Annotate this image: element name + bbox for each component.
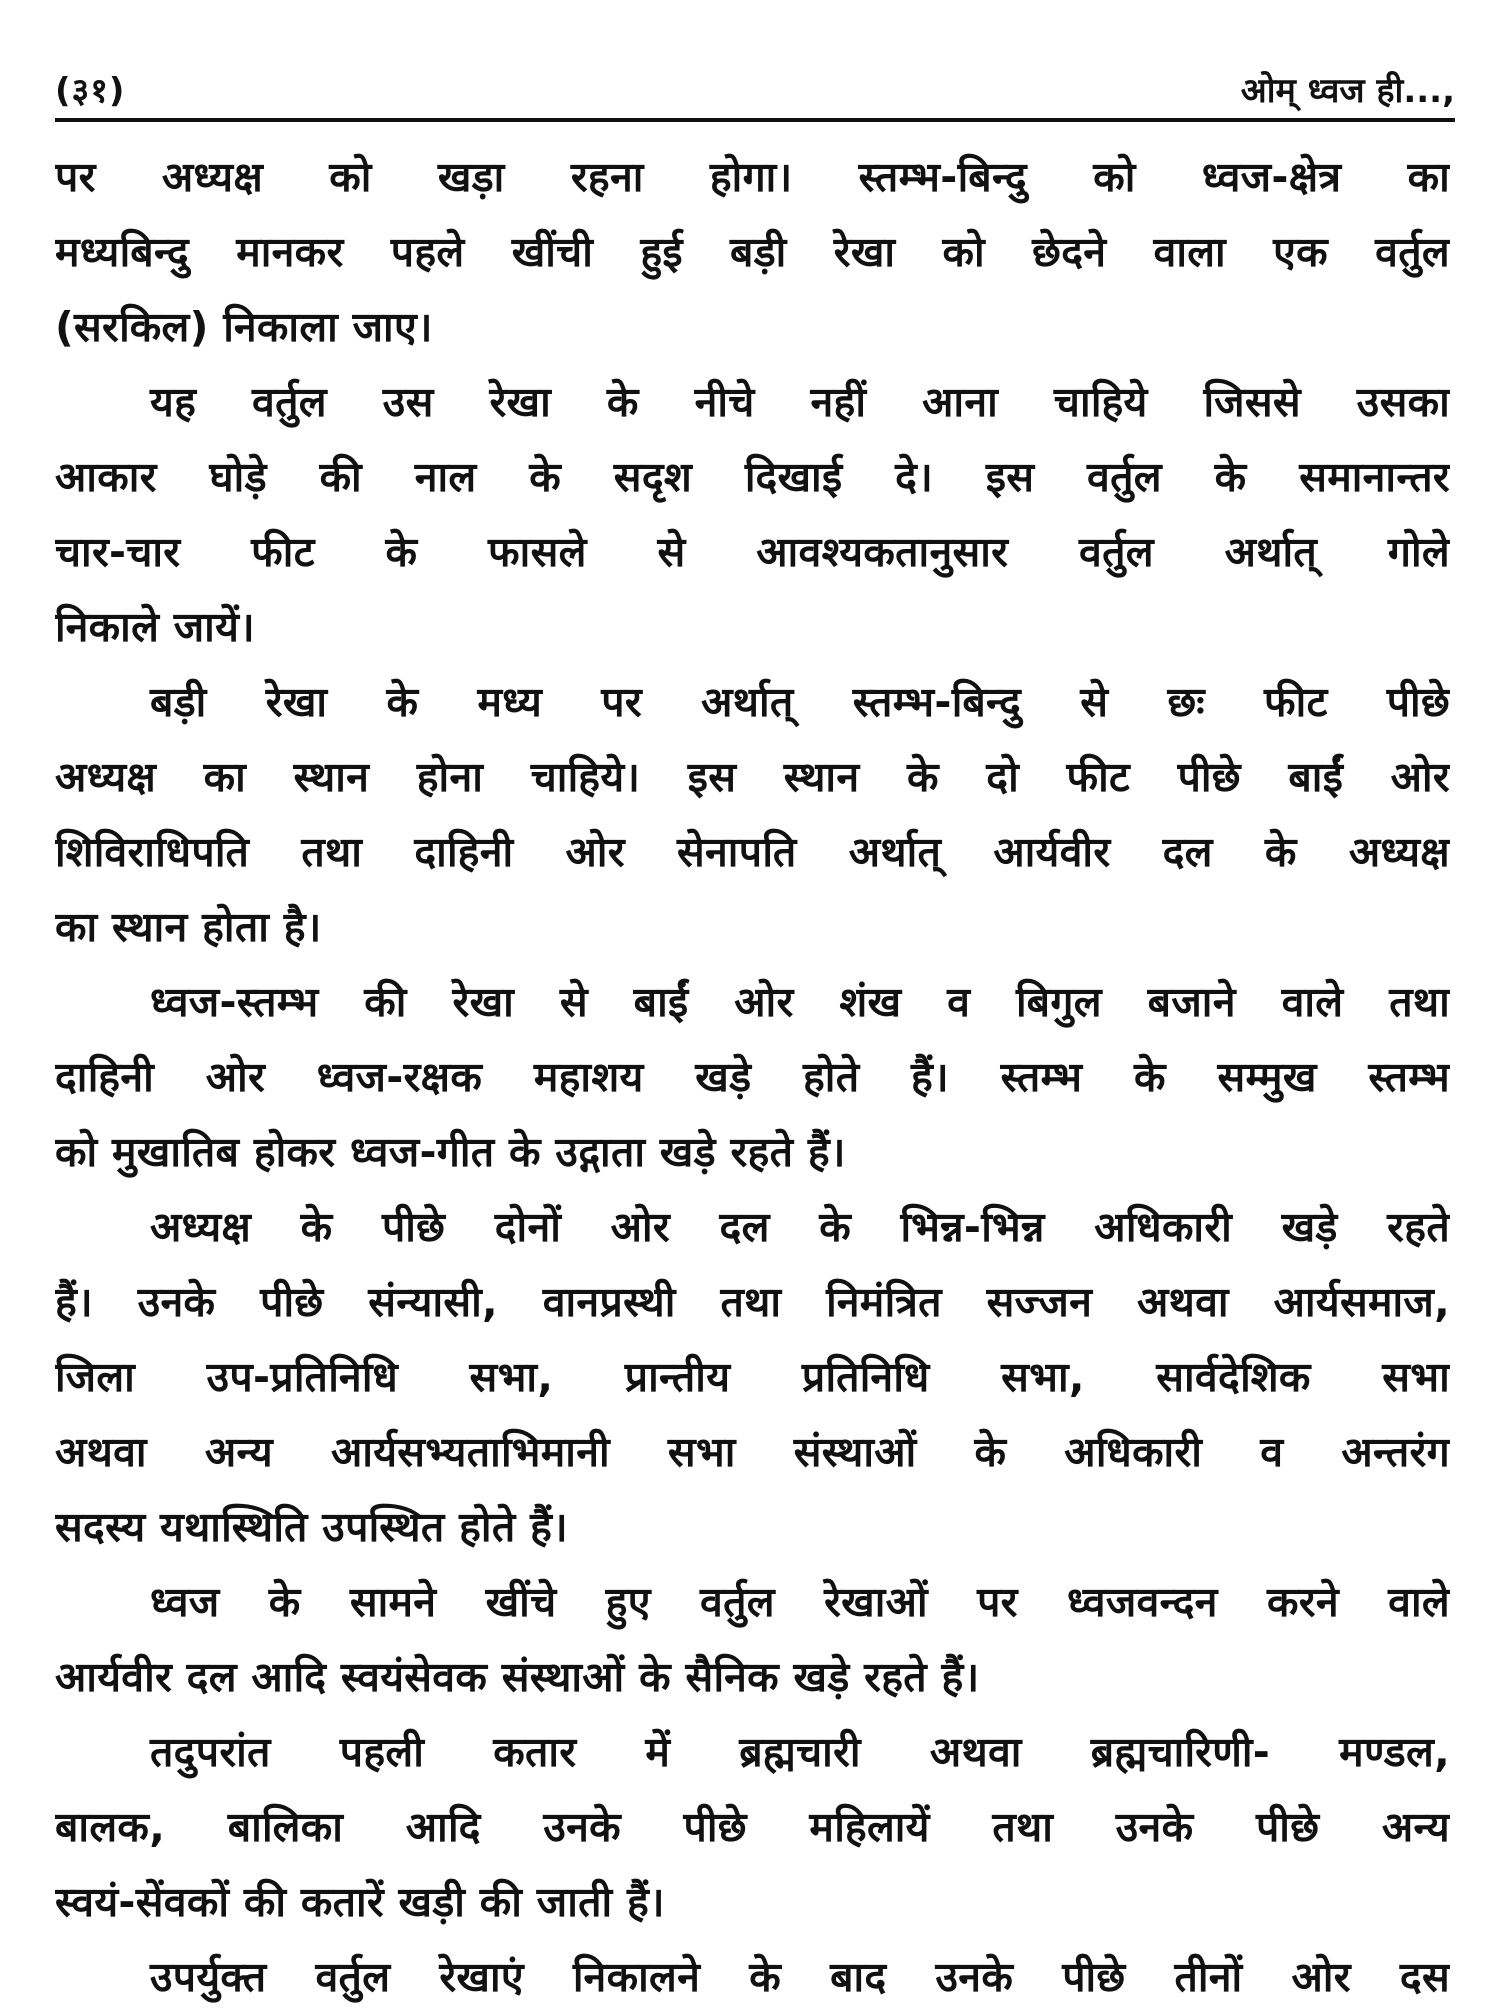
body-text bbox=[55, 140, 1450, 2015]
text-line: पर अध्यक्ष को खड़ा रहना होगा। स्तम्भ-बिन्दु को ध्वज-क्षेत्र का bbox=[55, 153, 1450, 201]
text-line: निकाले जायें। bbox=[55, 603, 256, 651]
running-title: ओम् ध्वज ही..., bbox=[1240, 71, 1455, 111]
paragraph-start-line: तदुपरांत पहली कतार में ब्रह्मचारी अथवा ब्रह्मचारिणी- मण्डल, bbox=[150, 1728, 1450, 1776]
text-line: मध्यबिन्दु मानकर पहले खींची हुई बड़ी रेखा को छेदने वाला एक वर्तुल bbox=[55, 228, 1450, 276]
header-rule bbox=[55, 118, 1455, 122]
text-line: स्वयं-सेंवकों की कतारें खड़ी की जाती हैं। bbox=[55, 1878, 665, 1926]
paragraph-start-line: बड़ी रेखा के मध्य पर अर्थात् स्तम्भ-बिन्दु से छः फीट पीछे bbox=[150, 678, 1450, 726]
text-line: का स्थान होता है। bbox=[55, 903, 322, 951]
paragraph-start-line: ध्वज के सामने खींचे हुए वर्तुल रेखाओं पर ध्वजवन्दन करने वाले bbox=[150, 1578, 1450, 1626]
text-line: जिला उप-प्रतिनिधि सभा, प्रान्तीय प्रतिनिधि सभा, सार्वदेशिक सभा bbox=[55, 1353, 1450, 1401]
text-line: अध्यक्ष का स्थान होना चाहिये। इस स्थान के दो फीट पीछे बाईं ओर bbox=[55, 753, 1450, 801]
paragraph-start-line: उपर्युक्त वर्तुल रेखाएं निकालने के बाद उनके पीछे तीनों ओर दस bbox=[150, 1953, 1450, 2001]
text-line: बालक, बालिका आदि उनके पीछे महिलायें तथा उनके पीछे अन्य bbox=[55, 1803, 1450, 1851]
text-line: को मुखातिब होकर ध्वज-गीत के उद्गाता खड़े रहते हैं। bbox=[55, 1128, 846, 1176]
text-line: आर्यवीर दल आदि स्वयंसेवक संस्थाओं के सैनिक खड़े रहते हैं। bbox=[55, 1653, 980, 1701]
text-line: (सरकिल) निकाला जाए। bbox=[55, 303, 433, 351]
text-line: अथवा अन्य आर्यसभ्यताभिमानी सभा संस्थाओं के अधिकारी व अन्तरंग bbox=[55, 1428, 1450, 1476]
page-number: (३१) bbox=[55, 71, 126, 111]
text-line: आकार घोड़े की नाल के सदृश दिखाई दे। इस वर्तुल के समानान्तर bbox=[55, 453, 1450, 501]
text-line: चार-चार फीट के फासले से आवश्यकतानुसार वर्तुल अर्थात् गोले bbox=[55, 528, 1450, 576]
paragraph-start-line: ध्वज-स्तम्भ की रेखा से बाईं ओर शंख व बिगुल बजाने वाले तथा bbox=[150, 978, 1450, 1026]
text-line: शिविराधिपति तथा दाहिनी ओर सेनापति अर्थात् आर्यवीर दल के अध्यक्ष bbox=[55, 828, 1450, 876]
text-line: हैं। उनके पीछे संन्यासी, वानप्रस्थी तथा निमंत्रित सज्जन अथवा आर्यसमाज, bbox=[55, 1278, 1450, 1326]
paragraph-start-line: अध्यक्ष के पीछे दोनों ओर दल के भिन्न-भिन्न अधिकारी खड़े रहते bbox=[150, 1203, 1450, 1251]
text-line: दाहिनी ओर ध्वज-रक्षक महाशय खड़े होते हैं। स्तम्भ के सम्मुख स्तम्भ bbox=[55, 1053, 1450, 1101]
text-line: सदस्य यथास्थिति उपस्थित होते हैं। bbox=[55, 1503, 568, 1551]
paragraph-start-line: यह वर्तुल उस रेखा के नीचे नहीं आना चाहिये जिससे उसका bbox=[150, 378, 1450, 426]
page-header bbox=[55, 62, 1455, 118]
